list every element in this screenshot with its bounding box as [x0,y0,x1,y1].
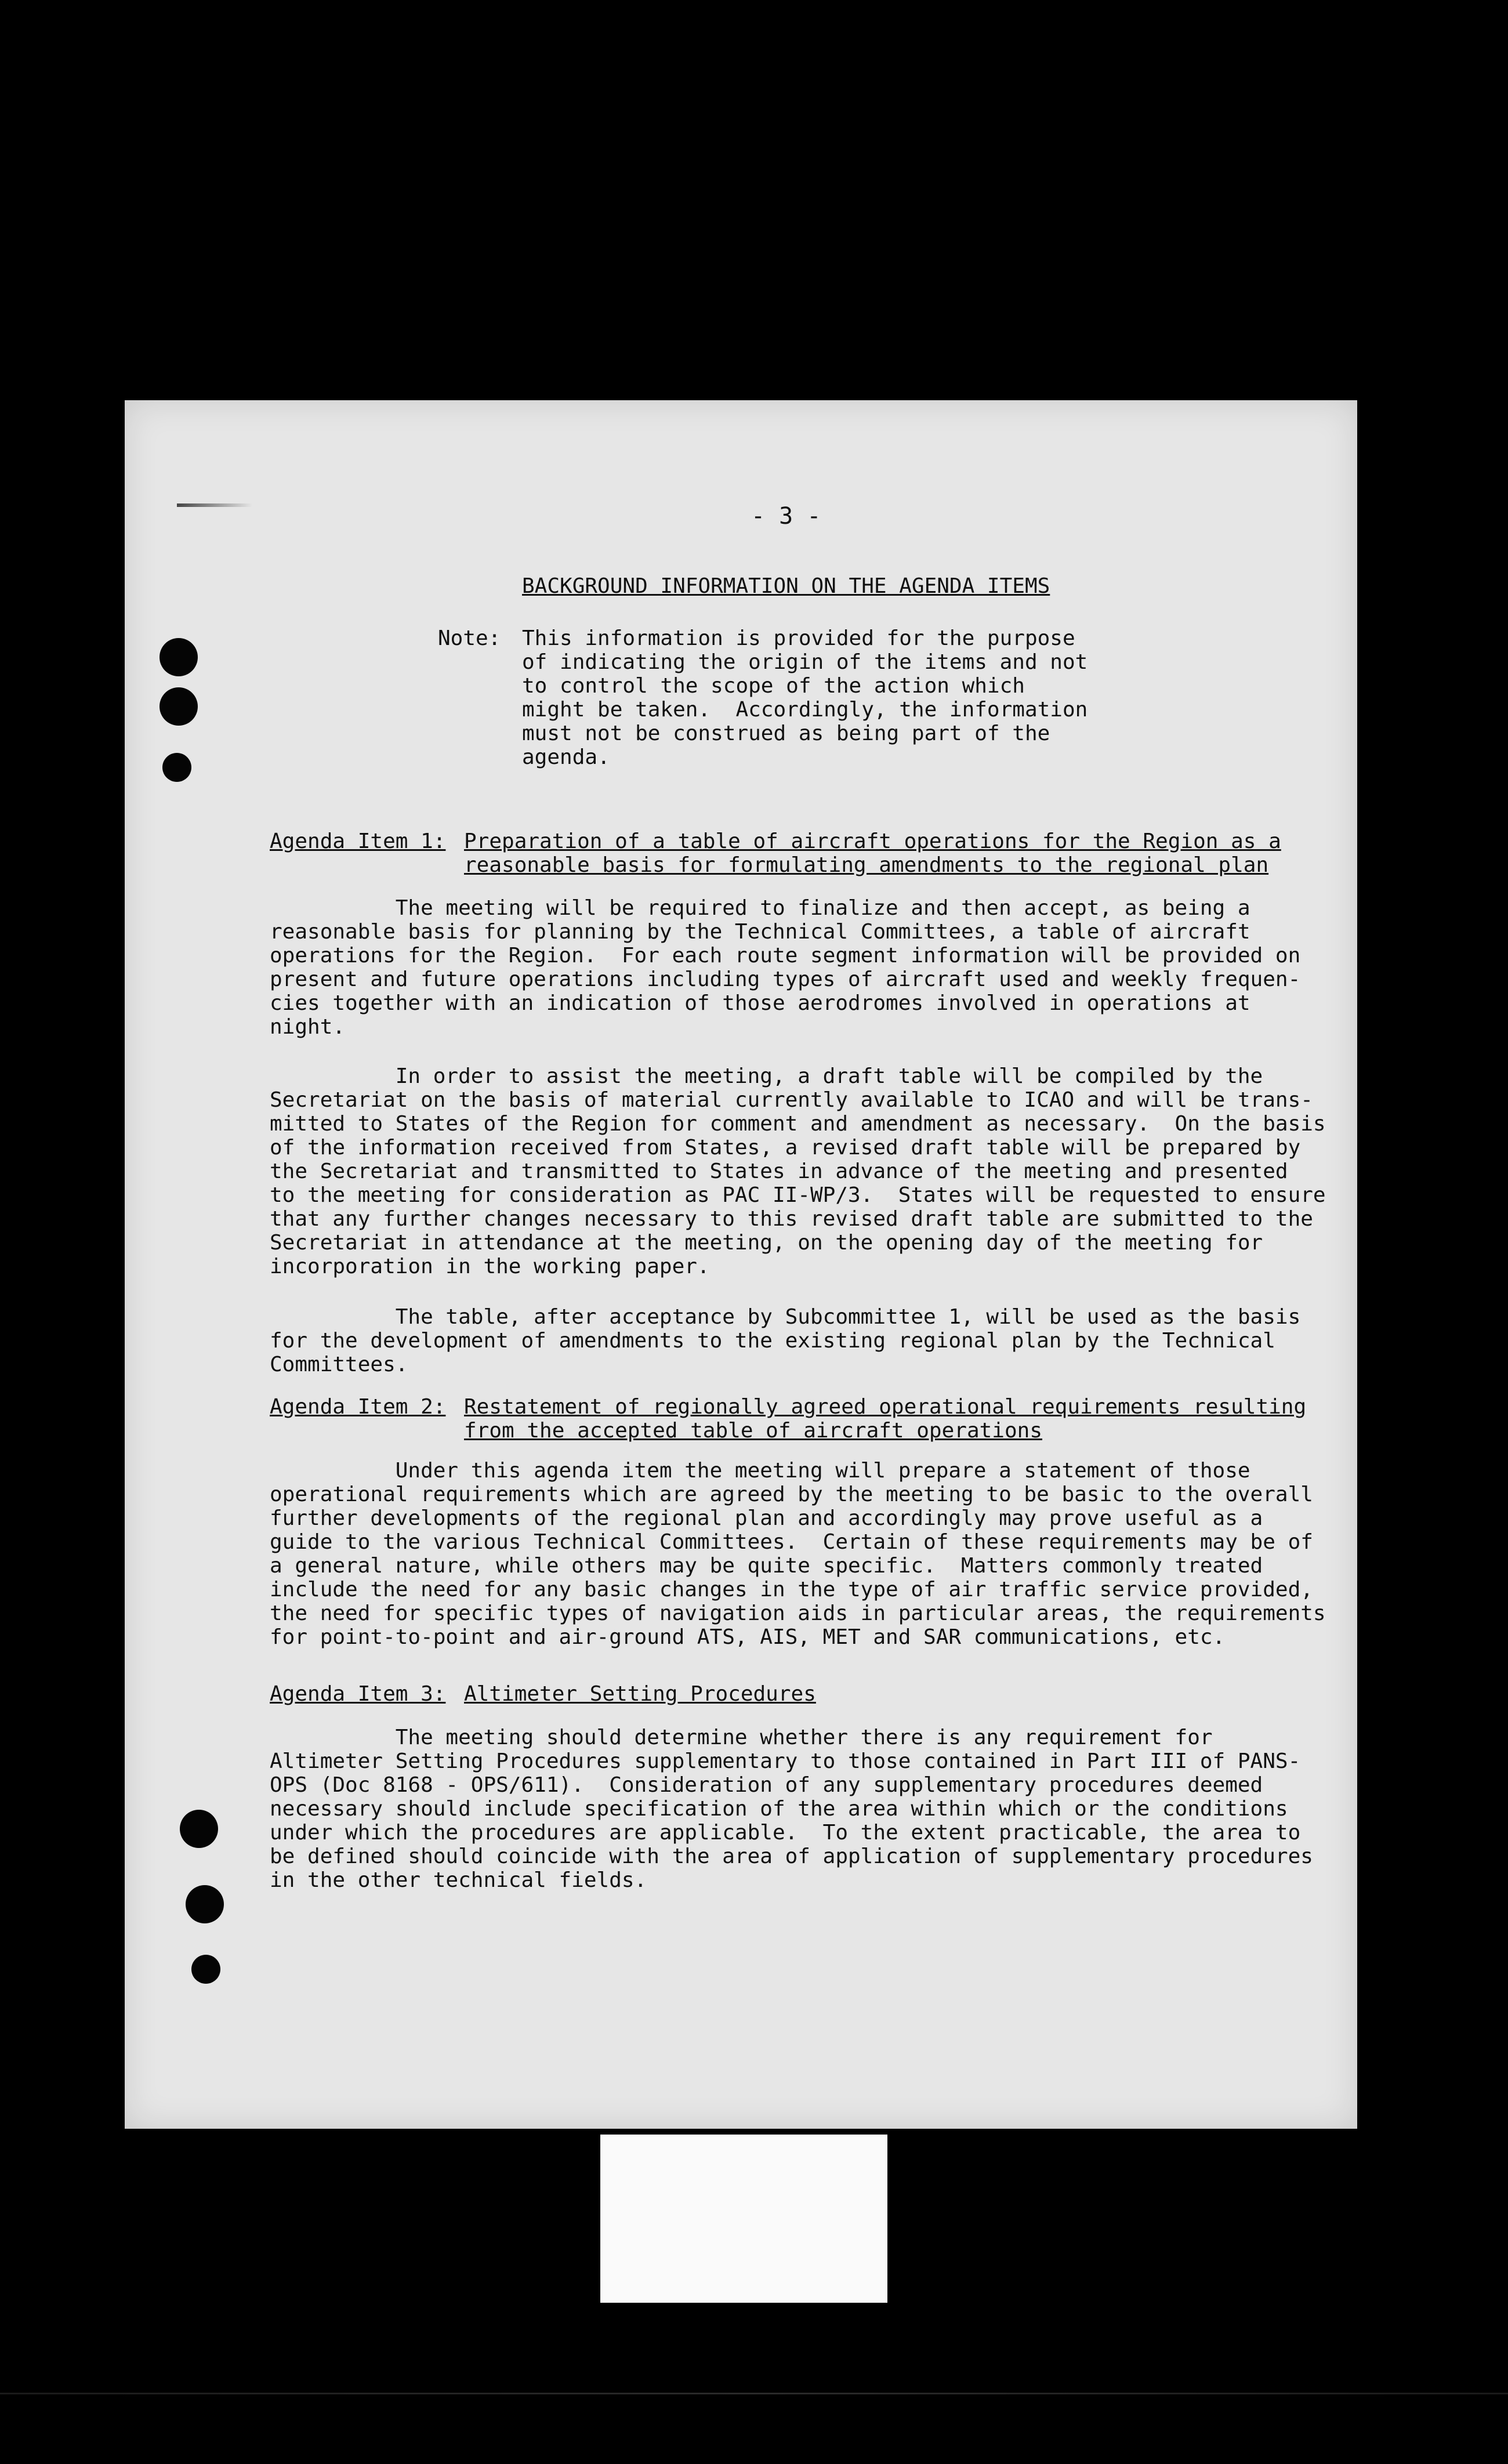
punch-hole-icon [162,753,191,782]
agenda-item-1-title: Preparation of a table of aircraft operations for the Region as a reasonable basis for formulating amendments to the regional plan [464,829,1281,877]
punch-hole-icon [160,638,198,676]
agenda-item-3-paragraph: The meeting should determine whether there is any requirement for Altimeter Setting Procedures supplementary to those contained in Part III of PANS- OPS (Doc 8168 - OPS/611). Consideration of any supplementary procedures deemed necessary should include specification of the area within which or the conditions under which the procedures are applicable. To the extent practicable, the area to be defined should coincide with the area of application of supplementary procedures in the other technical fields. [270,1726,1313,1892]
punch-hole-icon [186,1885,224,1923]
agenda-item-1-paragraph: The table, after acceptance by Subcommittee 1, will be used as the basis for the development of amendments to the existing regional plan by the Technical Committees. [270,1305,1301,1376]
margin-smudge [177,503,252,507]
agenda-item-2-title: Restatement of regionally agreed operational requirements resulting from the accepted table of aircraft operations [464,1395,1307,1443]
agenda-item-3-label: Agenda Item 3: [270,1682,446,1706]
agenda-item-1-label: Agenda Item 1: [270,829,446,853]
agenda-item-2-label: Agenda Item 2: [270,1395,446,1419]
punch-hole-icon [191,1955,220,1984]
punch-hole-icon [180,1810,218,1848]
page-number: - 3 - [751,503,821,530]
note-label: Note: [438,626,501,650]
agenda-item-2-paragraph: Under this agenda item the meeting will prepare a statement of those operational requirements which are agreed by the meeting to be basic to the overall further developments of the regional plan and accordingly may prove useful as a guide to the various Technical Committees. Certain of these requirements may be of a general nature, while others may be quite specific. Matters commonly treated include the need for any basic changes in the type of air traffic service provided, the need for specific types of navigation aids in particular areas, the requirements for point-to-point and air-ground ATS, AIS, MET and SAR communications, etc. [270,1459,1326,1649]
agenda-item-1-paragraph: In order to assist the meeting, a draft table will be compiled by the Secretariat on the basis of material currently available to ICAO and will be trans- mitted to States of the Region for comment and amendment as necessary. On the basis of the information received from States, a revised draft table will be prepared by the Secretariat and transmitted to States in advance of the meeting and presented to the meeting for consideration as PAC II-WP/3. States will be requested to ensure that any further changes necessary to this revised draft table are submitted to the Secretariat in attendance at the meeting, on the opening day of the meeting for incorporation in the working paper. [270,1064,1326,1278]
bottom-scan-line [0,2393,1508,2394]
agenda-item-1-paragraph: The meeting will be required to finalize and then accept, as being a reasonable basis for planning by the Technical Committees, a table of aircraft operations for the Region. For each route segment information will be provided on present and future operations including types of aircraft used and weekly frequen- cies together with an indication of those aerodromes involved in operations at night. [270,896,1301,1039]
document-title: BACKGROUND INFORMATION ON THE AGENDA ITEMS [522,574,1050,598]
white-placeholder-box [600,2135,887,2303]
note-text: This information is provided for the purpose of indicating the origin of the items and not to control the scope of the action which might be taken. Accordingly, the information must not be construed as being part of the agenda. [522,626,1088,769]
document-page [125,400,1357,2129]
agenda-item-3-title: Altimeter Setting Procedures [464,1682,816,1706]
punch-hole-icon [160,687,198,726]
